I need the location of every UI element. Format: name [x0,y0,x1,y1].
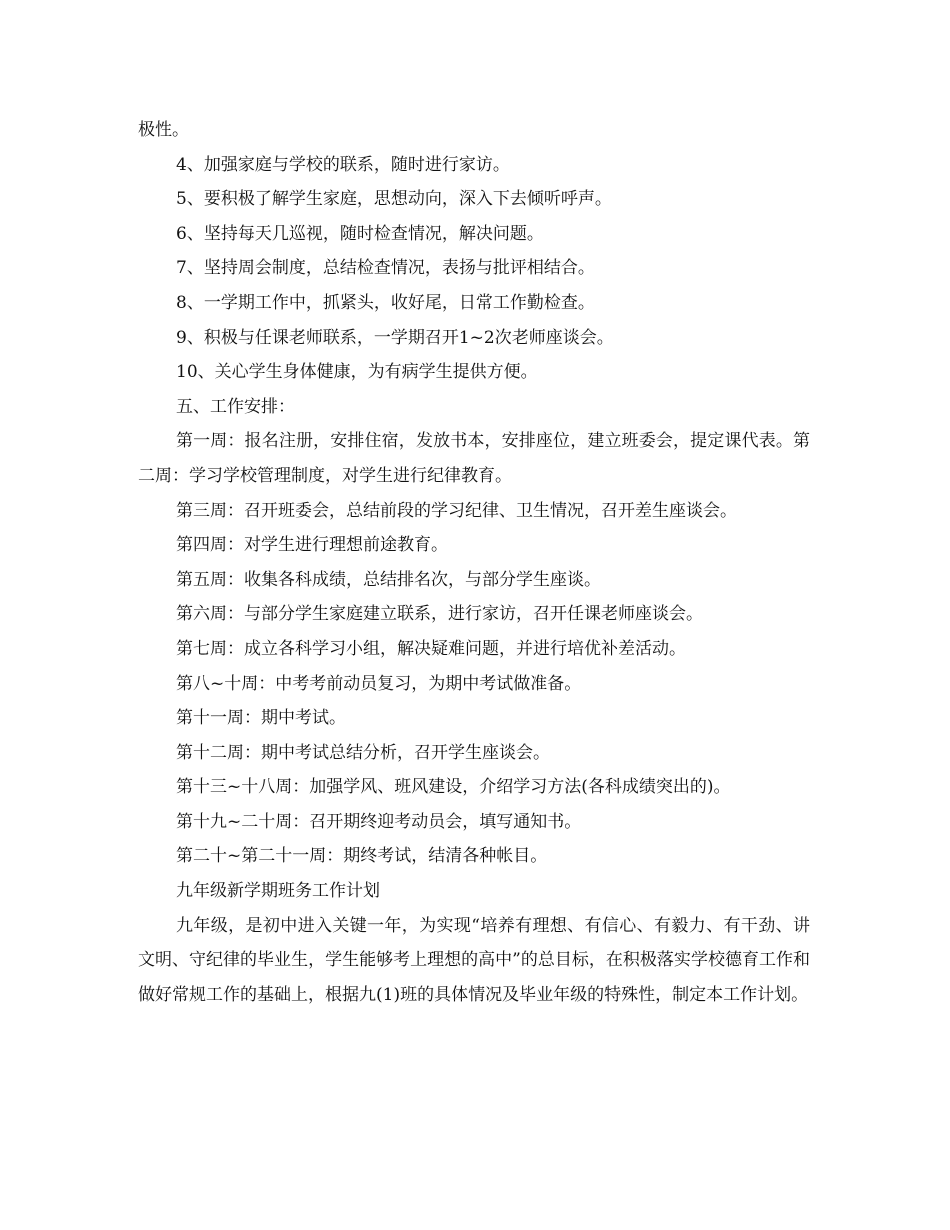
paragraph: 第七周：成立各科学习小组，解决疑难问题，并进行培优补差活动。 [176,638,686,659]
paragraph: 第十一周：期中考试。 [176,708,346,729]
paragraph: 极性。 [138,120,189,140]
section-heading: 五、工作安排： [176,396,295,417]
document-page [138,113,810,1012]
paragraph: 9、积极与任课老师联系，一学期召开1~2次老师座谈会。 [176,327,614,348]
paragraph: 第二十~第二十一周：期终考试，结清各种帐目。 [176,846,548,867]
paragraph: 第一周：报名注册，安排住宿，发放书本，安排座位，建立班委会，提定课代表。第二周：学习学校管理制度，对学生进行纪律教育。 [138,431,810,486]
paragraph: 第四周：对学生进行理想前途教育。 [176,535,448,556]
paragraph: 第三周：召开班委会，总结前段的学习纪律、卫生情况，召开差生座谈会。 [176,500,737,521]
paragraph: 8、一学期工作中，抓紧头，收好尾，日常工作勤检查。 [176,292,595,313]
document-title: 九年级新学期班务工作计划 [176,881,380,902]
paragraph: 第十九~二十周：召开期终迎考动员会，填写通知书。 [176,811,582,832]
paragraph: 第十三~十八周：加强学风、班风建设，介绍学习方法(各科成绩突出的)。 [176,777,731,798]
paragraph: 九年级，是初中进入关键一年，为实现“培养有理想、有信心、有毅力、有干劲、讲文明、守纪律的毕业生，学生能够考上理想的高中”的总目标，在积极落实学校德育工作和做好常规工作的基础上，根据九(1)班的具体情况及毕业年级的特殊性，制定本工作计划。 [138,915,810,1005]
paragraph: 第六周：与部分学生家庭建立联系，进行家访，召开任课老师座谈会。 [176,604,703,625]
paragraph: 第十二周：期中考试总结分析，召开学生座谈会。 [176,742,550,763]
paragraph: 6、坚持每天几巡视，随时检查情况，解决问题。 [176,223,544,244]
paragraph: 4、加强家庭与学校的联系，随时进行家访。 [176,154,510,175]
paragraph: 5、要积极了解学生家庭，思想动向，深入下去倾听呼声。 [176,189,612,210]
paragraph: 7、坚持周会制度，总结检查情况，表扬与批评相结合。 [176,258,595,279]
paragraph: 10、关心学生身体健康，为有病学生提供方便。 [176,362,538,383]
paragraph: 第八~十周：中考考前动员复习，为期中考试做准备。 [176,673,582,694]
paragraph: 第五周：收集各科成绩，总结排名次，与部分学生座谈。 [176,569,601,590]
